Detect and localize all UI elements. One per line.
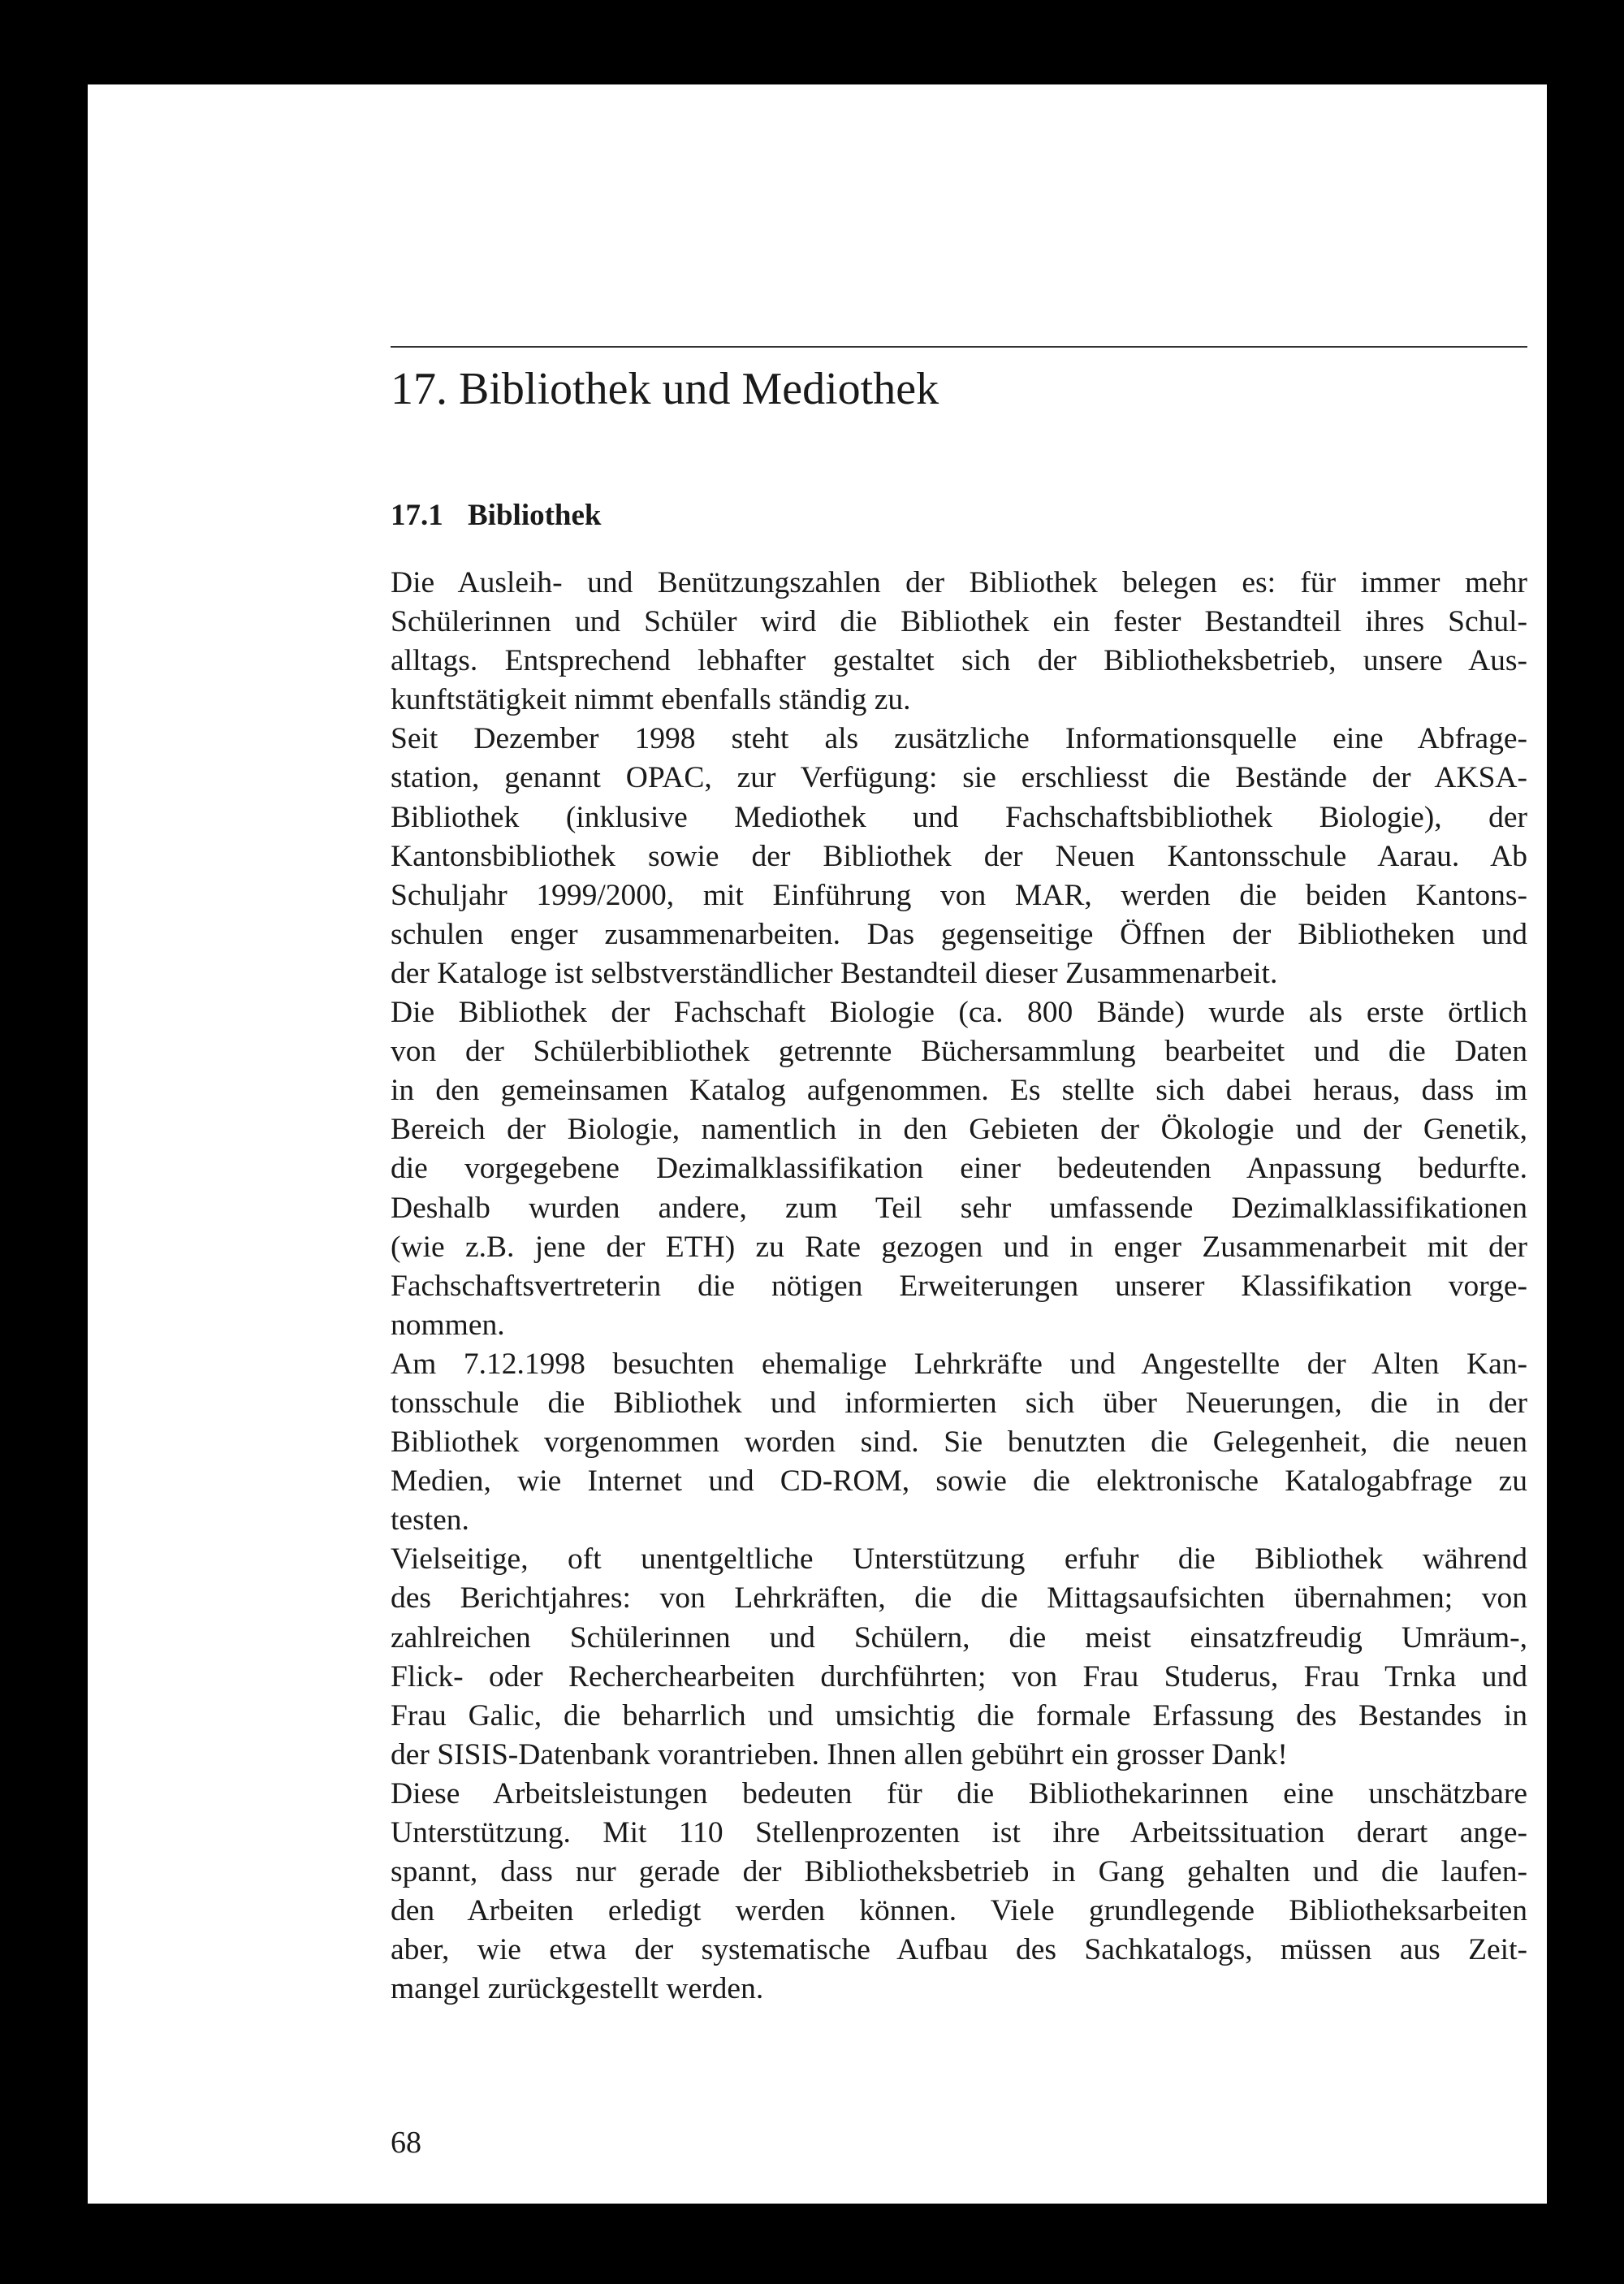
document-page	[88, 84, 1547, 2204]
text-line: nommen.	[391, 1308, 505, 1342]
text-line: der Kataloge ist selbstverständlicher Bestandteil dieser Zusammenarbeit.	[391, 956, 1278, 990]
text-line: Deshalb wurden andere, zum Teil sehr umfassende Dezimalklassifikationen	[391, 1191, 1527, 1225]
text-line: Bibliothek vorgenommen worden sind. Sie benutzten die Gelegenheit, die neuen	[391, 1425, 1527, 1460]
text-line: Die Ausleih- und Benützungszahlen der Bibliothek belegen es: für immer mehr	[391, 566, 1527, 599]
text-line: Schülerinnen und Schüler wird die Bibliothek ein fester Bestandteil ihres Schul-	[391, 605, 1527, 639]
text-line: alltags. Entsprechend lebhafter gestaltet sich der Bibliotheksbetrieb, unsere Aus-	[391, 644, 1527, 678]
text-line: des Berichtjahres: von Lehrkräften, die die Mittagsaufsichten übernahmen; von	[391, 1581, 1527, 1616]
text-line: Am 7.12.1998 besuchten ehemalige Lehrkräfte und Angestellte der Alten Kan-	[391, 1347, 1527, 1381]
text-line: Kantonsbibliothek sowie der Bibliothek der Neuen Kantonsschule Aarau. Ab	[391, 839, 1527, 873]
text-line: spannt, dass nur gerade der Bibliotheksbetrieb in Gang gehalten und die laufen-	[391, 1855, 1527, 1889]
text-line: Bibliothek (inklusive Mediothek und Fachschaftsbibliothek Biologie), der	[391, 800, 1527, 834]
text-line: (wie z.B. jene der ETH) zu Rate gezogen und in enger Zusammenarbeit mit der	[391, 1230, 1527, 1264]
body-text	[391, 564, 1527, 2009]
text-line: Schuljahr 1999/2000, mit Einführung von MAR, werden die beiden Kantons-	[391, 878, 1527, 912]
text-line: Bereich der Biologie, namentlich in den Gebieten der Ökologie und der Genetik,	[391, 1113, 1527, 1147]
text-line: in den gemeinsamen Katalog aufgenommen. Es stellte sich dabei heraus, dass im	[391, 1074, 1527, 1108]
text-line: tonsschule die Bibliothek und informierten sich über Neuerungen, die in der	[391, 1386, 1527, 1420]
text-line: von der Schülerbibliothek getrennte Büchersammlung bearbeitet und die Daten	[391, 1035, 1527, 1069]
chapter-rule	[391, 346, 1527, 348]
text-line: mangel zurückgestellt werden.	[391, 1972, 764, 2006]
text-line: Diese Arbeitsleistungen bedeuten für die Bibliothekarinnen eine unschätzbare	[391, 1776, 1527, 1810]
text-line: Fachschaftsvertreterin die nötigen Erweiterungen unserer Klassifikation vorge-	[391, 1269, 1527, 1303]
text-line: Seit Dezember 1998 steht als zusätzliche Informationsquelle eine Abfrage-	[391, 722, 1527, 756]
text-line: kunftstätigkeit nimmt ebenfalls ständig zu.	[391, 683, 911, 717]
text-line: Flick- oder Recherchearbeiten durchführten; von Frau Studerus, Frau Trnka und	[391, 1659, 1527, 1694]
page-number: 68	[391, 2126, 421, 2160]
text-line: station, genannt OPAC, zur Verfügung: sie erschliesst die Bestände der AKSA-	[391, 761, 1527, 795]
text-line: die vorgegebene Dezimalklassifikation einer bedeutenden Anpassung bedurfte.	[391, 1152, 1527, 1186]
text-line: Vielseitige, oft unentgeltliche Unterstützung erfuhr die Bibliothek während	[391, 1542, 1527, 1577]
text-line: zahlreichen Schülerinnen und Schülern, die meist einsatzfreudig Umräum-,	[391, 1620, 1527, 1655]
text-line: Die Bibliothek der Fachschaft Biologie (ca. 800 Bände) wurde als erste örtlich	[391, 996, 1527, 1030]
text-line: Frau Galic, die beharrlich und umsichtig die formale Erfassung des Bestandes in	[391, 1698, 1527, 1732]
chapter-title: 17. Bibliothek und Mediothek	[391, 364, 939, 414]
section-number: 17.1	[391, 499, 443, 532]
text-line: der SISIS-Datenbank vorantrieben. Ihnen allen gebührt ein grosser Dank!	[391, 1737, 1288, 1771]
text-line: den Arbeiten erledigt werden können. Viele grundlegende Bibliotheksarbeiten	[391, 1894, 1527, 1928]
text-line: Unterstützung. Mit 110 Stellenprozenten ist ihre Arbeitssituation derart ange-	[391, 1816, 1527, 1849]
text-line: schulen enger zusammenarbeiten. Das gegenseitige Öffnen der Bibliotheken und	[391, 917, 1527, 951]
text-line: aber, wie etwa der systematische Aufbau des Sachkatalogs, müssen aus Zeit-	[391, 1933, 1527, 1967]
text-line: testen.	[391, 1503, 469, 1538]
text-line: Medien, wie Internet und CD-ROM, sowie die elektronische Katalogabfrage zu	[391, 1464, 1527, 1499]
section-title: Bibliothek	[468, 499, 602, 532]
section-heading	[391, 496, 602, 535]
